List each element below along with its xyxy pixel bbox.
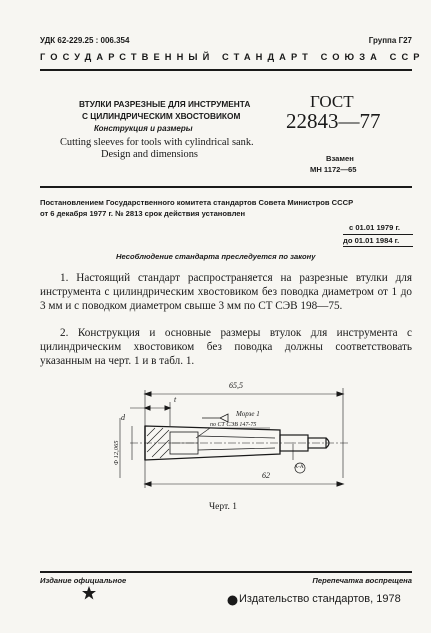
group-code: Группа Г27 <box>368 36 412 45</box>
dim-d: d <box>121 413 125 422</box>
title-en-line1: Cutting sleeves for tools with cylindrical sank. <box>60 137 254 148</box>
footer-divider <box>40 571 412 573</box>
publisher-mark-icon <box>227 595 238 606</box>
reprint-prohibited: Перепечатка воспрещена <box>312 576 412 585</box>
decree-line1: Постановлением Государственного комитета стандартов Совета Министров СССР <box>40 198 354 207</box>
taper-label: Морзе 1 <box>236 410 260 418</box>
replaces-value: МН 1172—65 <box>310 165 357 174</box>
title-en-line2: Design and dimensions <box>101 149 198 160</box>
title-ru-line2: С ЦИЛИНДРИЧЕСКИМ ХВОСТОВИКОМ <box>82 111 241 121</box>
dim-body-length: 62 <box>262 471 270 480</box>
dim-overall-length: 65,5 <box>229 381 243 390</box>
dim-t: t <box>174 395 177 404</box>
title-ru-line1: ВТУЛКИ РАЗРЕЗНЫЕ ДЛЯ ИНСТРУМЕНТА <box>79 99 251 109</box>
header-divider <box>40 69 412 71</box>
section-label: А-А <box>294 464 304 470</box>
title-divider <box>40 186 412 188</box>
gost-label: ГОСТ <box>310 92 354 111</box>
law-warning: Несоблюдение стандарта преследуется по закону <box>116 252 316 261</box>
paragraph-2: 2. Конструкция и основные размеры втулок для инструмента с цилиндрическим хвостовиком без поводка должны соответствовать указанным на черт. 1 и в табл. 1. <box>40 327 412 368</box>
publisher: Издательство стандартов, 1978 <box>239 593 401 605</box>
official-edition: Издание официальное <box>40 576 127 585</box>
star-icon <box>82 586 96 600</box>
validity-from: с 01.01 1979 г. <box>349 223 400 232</box>
title-ru-subtitle: Конструкция и размеры <box>94 124 193 133</box>
decree-line2: от 6 декабря 1977 г. № 2813 срок действия установлен <box>40 209 246 218</box>
dim-phi: Φ 12,065 <box>113 440 120 465</box>
gost-number: 22843—77 <box>286 109 381 133</box>
replaces-label: Взамен <box>326 154 354 163</box>
validity-to: до 01.01 1984 г. <box>343 236 400 245</box>
udk-code: УДК 62-229.25 : 006.354 <box>40 36 130 45</box>
drawing-caption: Черт. 1 <box>209 502 237 512</box>
validity-underline-1 <box>343 234 413 235</box>
standard-reference-label: по СТ СЭВ 147-75 <box>210 422 257 428</box>
sleeve-drawing <box>110 378 355 503</box>
state-standard-banner: ГОСУДАРСТВЕННЫЙ СТАНДАРТ СОЮЗА ССР <box>40 52 425 62</box>
paragraph-1: 1. Настоящий стандарт распространяется на разрезные втулки для инструмента с цилиндрическим хвостовиком без поводка диаметром от 1 до 3 мм и с поводком диаметром свыше 3 мм по СТ СЭВ 198—75. <box>40 272 412 313</box>
validity-underline-2 <box>343 246 413 247</box>
